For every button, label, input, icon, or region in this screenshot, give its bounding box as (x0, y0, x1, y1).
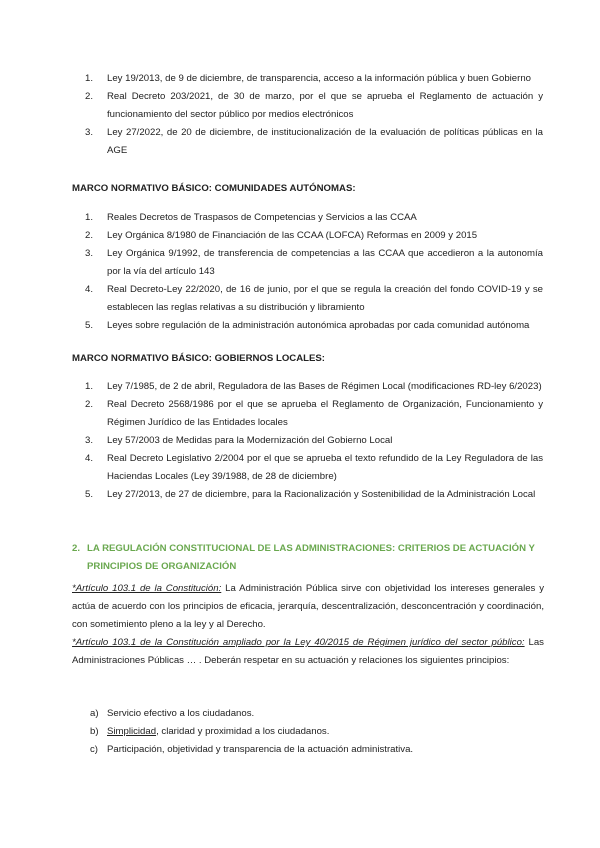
list-letter: c) (90, 744, 98, 755)
section-2-title (72, 540, 544, 576)
list-letter: b) (90, 726, 99, 737)
locales-law-list (85, 378, 543, 504)
list-text: Ley 57/2003 de Medidas para la Modernización del Gobierno Local (107, 435, 393, 446)
list-number: 1. (85, 212, 94, 223)
list-text: Ley 19/2013, de 9 de diciembre, de transparencia, acceso a la información pública y buen Gobierno (107, 73, 531, 84)
list-number: 1. (85, 381, 94, 392)
list-text: , claridad y proximidad a los ciudadanos. (156, 726, 330, 737)
list-text: Reales Decretos de Traspasos de Competencias y Servicios a las CCAA (107, 212, 417, 223)
list-number: 3. (85, 127, 94, 138)
list-text: Ley 27/2013, de 27 de diciembre, para la Racionalización y Sostenibilidad de la Administración Local (107, 489, 536, 500)
paragraph-text: Las Administraciones Públicas … . Deberán respetar en su actuación y relaciones los siguientes principios: (72, 637, 544, 666)
locales-heading: MARCO NORMATIVO BÁSICO: GOBIERNOS LOCALES: (72, 353, 325, 364)
principles-list (90, 705, 545, 759)
list-item (85, 317, 543, 335)
list-number: 1. (85, 73, 94, 84)
list-text: Ley 7/1985, de 2 de abril, Reguladora de las Bases de Régimen Local (modificaciones RD-ley 6/2023) (107, 381, 542, 392)
list-item (85, 486, 543, 504)
list-text: Real Decreto Legislativo 2/2004 por el que se aprueba el texto refundido de la Ley Reguladora de las Haciendas Locales (Ley 39/1988, de 28 de diciembre) (107, 453, 543, 482)
list-number: 2. (85, 399, 94, 410)
list-text: Ley Orgánica 8/1980 de Financiación de las CCAA (LOFCA) Reformas en 2009 y 2015 (107, 230, 478, 241)
list-item (85, 88, 543, 124)
paragraph-text: La Administración Pública sirve con objetividad los intereses generales y actúa de acuerdo con los principios de eficacia, jerarquía, descentralización, desconcentración y coordinación, con sometimiento pleno a la ley y al Derecho. (72, 583, 544, 630)
list-item (85, 70, 543, 88)
ccaa-law-list (85, 209, 543, 335)
section-number: 2. (72, 543, 81, 554)
list-text: Leyes sobre regulación de la administración autonómica aprobadas por cada comunidad autónoma (107, 320, 530, 331)
list-number: 5. (85, 320, 94, 331)
list-number: 5. (85, 489, 94, 500)
constitution-paragraph (72, 580, 544, 634)
underlined-term: Simplicidad (107, 726, 157, 737)
list-item (85, 209, 543, 227)
list-item (85, 281, 543, 317)
ley-40-2015-paragraph (72, 634, 544, 670)
list-item (85, 450, 543, 486)
list-text: Servicio efectivo a los ciudadanos. (107, 708, 255, 719)
list-number: 2. (85, 230, 94, 241)
top-law-list (85, 70, 543, 160)
list-text: Ley Orgánica 9/1992, de transferencia de competencias a las CCAA que accedieron a la autonomía por la vía del artículo 143 (107, 248, 543, 277)
list-item (85, 378, 543, 396)
list-text: Real Decreto-Ley 22/2020, de 16 de junio, por el que se regula la creación del fondo COVID-19 y se establecen las reglas relativas a su distribución y libramiento (107, 284, 543, 313)
list-item (85, 396, 543, 432)
list-item (85, 227, 543, 245)
list-text: Participación, objetividad y transparencia de la actuación administrativa. (107, 744, 414, 755)
ccaa-heading: MARCO NORMATIVO BÁSICO: COMUNIDADES AUTÓNOMAS: (72, 183, 356, 194)
list-text: Real Decreto 2568/1986 por el que se aprueba el Reglamento de Organización, Funcionamiento y Régimen Jurídico de las Entidades locales (107, 399, 543, 428)
list-letter: a) (90, 708, 99, 719)
article-reference: *Artículo 103.1 de la Constitución ampliado por la Ley 40/2015 de Régimen jurídico del sector público: (72, 637, 525, 648)
list-item (90, 723, 545, 741)
list-number: 4. (85, 453, 94, 464)
list-number: 3. (85, 435, 94, 446)
list-text: Ley 27/2022, de 20 de diciembre, de institucionalización de la evaluación de políticas públicas en la AGE (107, 127, 543, 156)
section-title-text: LA REGULACIÓN CONSTITUCIONAL DE LAS ADMINISTRACIONES: CRITERIOS DE ACTUACIÓN Y PRINCIPIOS DE ORGANIZACIÓN (87, 543, 535, 572)
list-number: 2. (85, 91, 94, 102)
list-number: 4. (85, 284, 94, 295)
list-text: Real Decreto 203/2021, de 30 de marzo, por el que se aprueba el Reglamento de actuación y funcionamiento del sector público por medios electrónicos (107, 91, 543, 120)
list-item (90, 705, 545, 723)
list-item (85, 245, 543, 281)
list-item (90, 741, 545, 759)
article-reference: *Artículo 103.1 de la Constitución: (72, 583, 222, 594)
list-item (85, 124, 543, 160)
list-number: 3. (85, 248, 94, 259)
list-item (85, 432, 543, 450)
